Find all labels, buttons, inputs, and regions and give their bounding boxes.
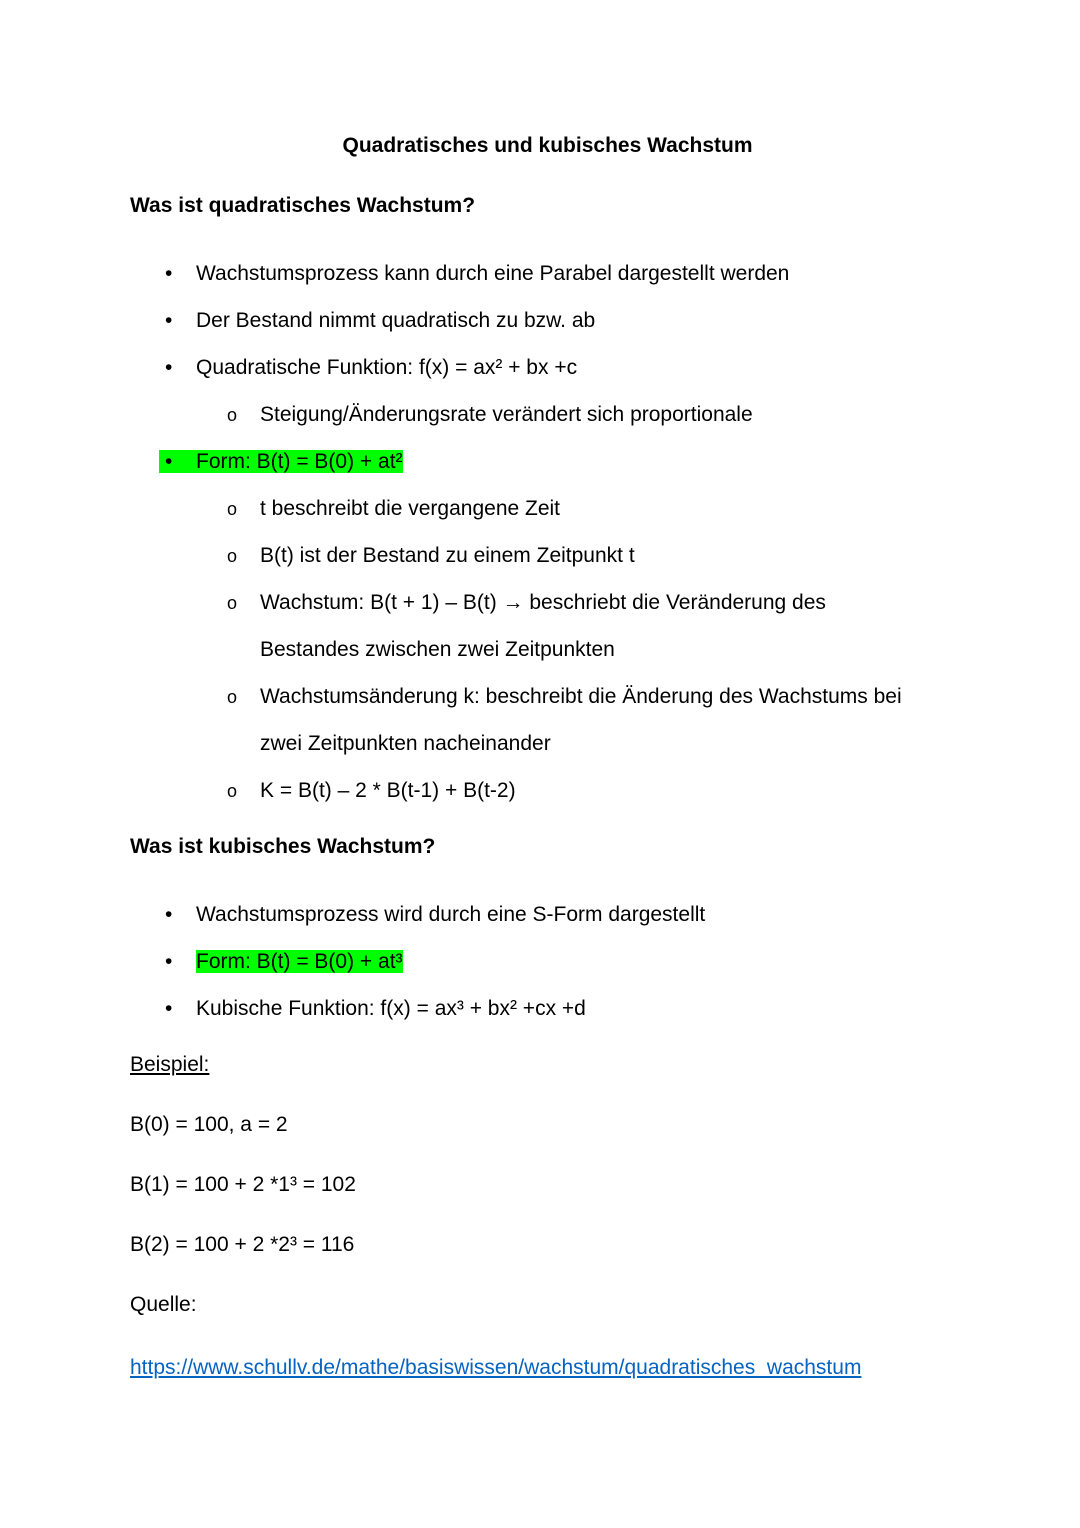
list-item-text: Wachstumsprozess wird durch eine S-Form dargestellt — [196, 903, 706, 926]
list-item — [130, 579, 930, 673]
bullet-icon — [165, 891, 172, 938]
list-item-text: B(t) ist der Bestand zu einem Zeitpunkt t — [260, 544, 635, 567]
list-item — [130, 985, 965, 1032]
bullet-icon — [165, 438, 172, 485]
circle-bullet-icon — [227, 532, 237, 580]
list-item — [130, 767, 930, 814]
list-item — [130, 485, 930, 532]
bullet-icon — [165, 297, 172, 344]
list-item — [130, 391, 930, 438]
quadratic-form-formula-highlight: Form: B(t) = B(0) + at² — [159, 450, 403, 473]
k-formula-text: K = B(t) – 2 * B(t-1) + B(t-2) — [260, 779, 516, 802]
list-item — [130, 673, 930, 767]
bullet-icon — [165, 938, 172, 985]
section-heading-quadratic: Was ist quadratisches Wachstum? — [130, 194, 476, 217]
list-item-highlighted — [130, 438, 965, 485]
list-item — [130, 891, 965, 938]
list-item-text: t beschreibt die vergangene Zeit — [260, 497, 561, 520]
example-heading: Beispiel: — [130, 1053, 210, 1076]
cubic-bullet-list — [130, 891, 965, 1032]
cubic-function-formula: Kubische Funktion: f(x) = ax³ + bx² +cx +d — [196, 997, 586, 1020]
section-heading-cubic: Was ist kubisches Wachstum? — [130, 835, 436, 858]
bullet-icon — [165, 250, 172, 297]
circle-bullet-icon — [227, 579, 237, 627]
list-item-text: Steigung/Änderungsrate verändert sich proportionale — [260, 403, 753, 426]
growth-definition-text: Wachstum: B(t + 1) – B(t) → beschriebt die Veränderung des Bestandes zwischen zwei Zeitpunkten — [260, 591, 826, 661]
quadratic-bullet-list — [130, 250, 965, 814]
example-line-1: B(0) = 100, a = 2 — [130, 1113, 288, 1136]
circle-bullet-icon — [227, 673, 237, 721]
circle-bullet-icon — [227, 767, 237, 815]
list-item-highlighted — [130, 938, 965, 985]
bullet-icon — [165, 344, 172, 391]
list-item-text: Der Bestand nimmt quadratisch zu bzw. ab — [196, 309, 596, 332]
list-item — [130, 532, 930, 579]
list-item — [130, 297, 965, 344]
list-item-text: Wachstumsprozess kann durch eine Parabel dargestellt werden — [196, 262, 790, 285]
cubic-form-formula-highlight: Form: B(t) = B(0) + at³ — [196, 950, 403, 973]
source-link[interactable]: https://www.schullv.de/mathe/basiswissen/wachstum/quadratisches_wachstum — [130, 1356, 862, 1379]
bullet-icon — [165, 985, 172, 1032]
circle-bullet-icon — [227, 485, 237, 533]
growth-change-definition-text: Wachstumsänderung k: beschreibt die Änderung des Wachstums bei zwei Zeitpunkten nacheinander — [260, 685, 902, 755]
quadratic-function-formula: Quadratische Funktion: f(x) = ax² + bx +c — [196, 356, 578, 379]
example-line-3: B(2) = 100 + 2 *2³ = 116 — [130, 1233, 355, 1256]
page-title: Quadratisches und kubisches Wachstum — [342, 134, 753, 157]
circle-bullet-icon — [227, 391, 237, 439]
list-item — [130, 250, 965, 297]
example-line-2: B(1) = 100 + 2 *1³ = 102 — [130, 1173, 356, 1196]
list-item — [130, 344, 965, 391]
source-label: Quelle: — [130, 1293, 197, 1316]
source-link-paragraph — [130, 1349, 965, 1386]
